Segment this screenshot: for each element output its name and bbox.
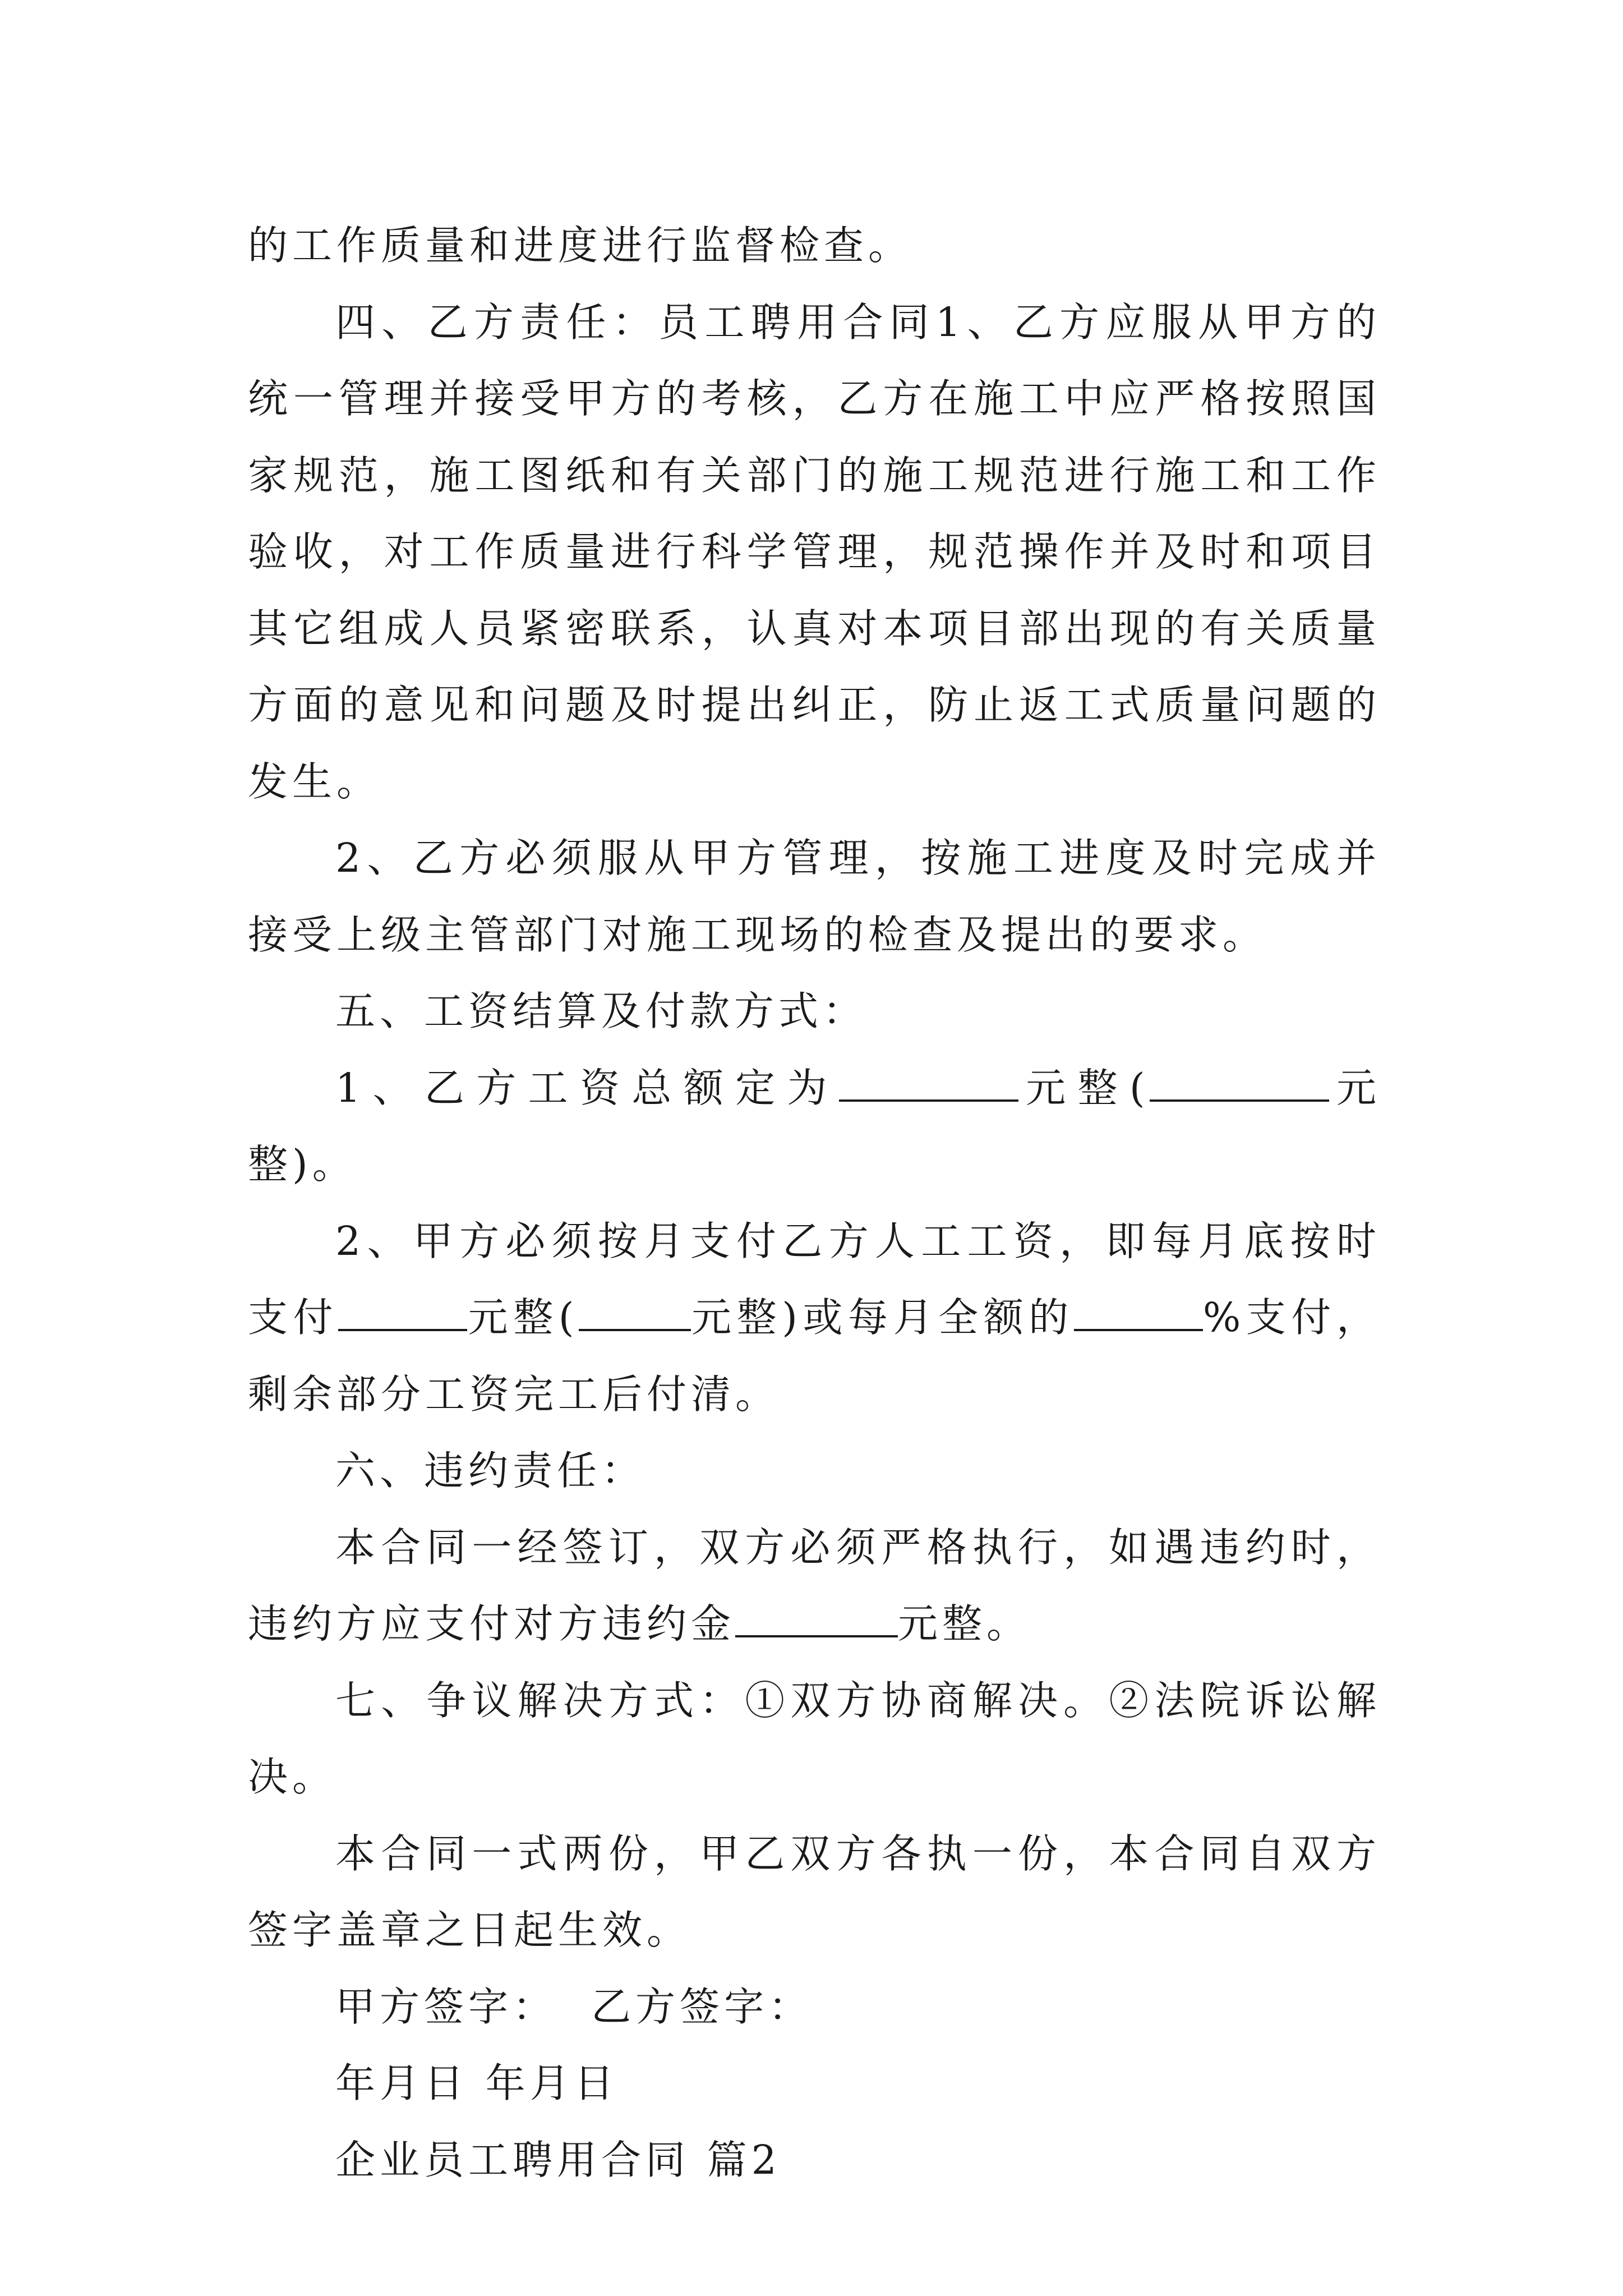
text-segment: 元整。 xyxy=(898,1600,1031,1647)
paragraph-party-b-responsibility: 四、乙方责任：员工聘用合同1、乙方应服从甲方的统一管理并接受甲方的考核，乙方在施工中应严格按照国家规范，施工图纸和有关部门的施工规范进行施工和工作验收，对工作质量进行科学管理，规范操作并及时和项目其它组成人员紧密联系，认真对本项目部出现的有关质量方面的意见和问题及时提出纠正，防止返工式质量问题的发生。 xyxy=(248,298,1381,805)
blank-fill-line xyxy=(338,1295,467,1331)
blank-fill-line xyxy=(579,1295,691,1331)
paragraph-dispute-resolution: 七、争议解决方式：①双方协商解决。②法院诉讼解决。 xyxy=(248,1677,1381,1800)
paragraph-total-wage xyxy=(248,1050,1381,1203)
date-line: 年月日 年月日 xyxy=(335,2060,619,2106)
text-segment: 元整)。 xyxy=(248,1064,1381,1188)
paragraph-continuation: 的工作质量和进度进行监督检查。 xyxy=(248,222,913,269)
blank-fill-line xyxy=(1150,1066,1329,1102)
text-segment: 元整)或每月全额的 xyxy=(690,1294,1074,1341)
section-title-contract-2: 企业员工聘用合同 篇2 xyxy=(335,2136,781,2183)
paragraph-monthly-payment xyxy=(248,1203,1381,1433)
signature-line: 甲方签字： 乙方签字： xyxy=(335,1983,813,2030)
heading-wage-settlement: 五、工资结算及付款方式： xyxy=(335,988,868,1034)
text-segment: 本合同一经签订，双方必须严格执行，如遇违约时，违约方应支付对方违约金 xyxy=(248,1524,1381,1647)
text-segment: 1、乙方工资总额定为 xyxy=(335,1064,839,1111)
heading-breach-liability: 六、违约责任： xyxy=(335,1447,646,1494)
blank-fill-line xyxy=(1074,1295,1203,1331)
paragraph-breach-penalty xyxy=(248,1510,1381,1663)
paragraph-copies-effective: 本合同一式两份，甲乙双方各执一份，本合同自双方签字盖章之日起生效。 xyxy=(248,1830,1381,1953)
text-segment: %支付，剩余部分工资完工后付清。 xyxy=(248,1294,1381,1418)
blank-fill-line xyxy=(735,1602,898,1637)
document-body xyxy=(248,208,1381,2198)
text-segment: 2、甲方必须按月支付乙方人工工资，即每月底按时支付 xyxy=(248,1217,1381,1341)
blank-fill-line xyxy=(839,1066,1018,1102)
text-segment: 元整( xyxy=(467,1294,579,1341)
text-segment: 元整( xyxy=(1018,1064,1150,1111)
paragraph-party-b-obey-management: 2、乙方必须服从甲方管理，按施工进度及时完成并接受上级主管部门对施工现场的检查及提出的要求。 xyxy=(248,835,1381,958)
